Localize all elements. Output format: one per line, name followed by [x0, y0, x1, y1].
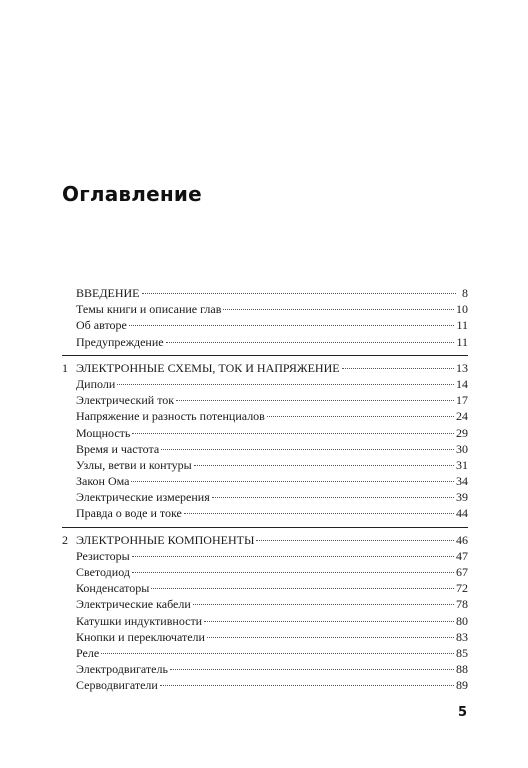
leader-dots — [342, 368, 454, 369]
leader-dots — [170, 669, 454, 670]
entry-title: Светодиод — [76, 565, 130, 579]
entry-page: 17 — [456, 393, 468, 408]
entry-page: 24 — [456, 409, 468, 424]
entry-page: 72 — [456, 581, 468, 596]
entry-page: 8 — [462, 286, 468, 300]
toc-entry[interactable] — [62, 441, 468, 457]
entry-title: Электрический ток — [76, 393, 175, 408]
entry-title: Электрические измерения — [76, 490, 210, 505]
entry-page: 88 — [456, 662, 468, 677]
leader-dots — [166, 342, 455, 343]
table-of-contents — [62, 285, 468, 694]
entry-page: 11 — [456, 334, 468, 349]
entry-title: Электрические кабели — [76, 597, 191, 612]
leader-dots — [161, 449, 454, 450]
chapter-heading[interactable] — [62, 532, 468, 548]
toc-entry[interactable] — [62, 392, 468, 408]
toc-section-chapter-2 — [62, 532, 468, 694]
entry-page: 44 — [456, 506, 468, 521]
leader-dots — [132, 433, 454, 434]
chapter-page: 13 — [456, 360, 468, 375]
leader-dots — [132, 572, 454, 573]
entry-page: 47 — [456, 548, 468, 563]
leader-dots — [160, 685, 454, 686]
toc-entry[interactable] — [62, 564, 468, 580]
toc-entry[interactable] — [62, 334, 468, 350]
leader-dots — [207, 637, 454, 638]
entry-title: Время и частота — [76, 441, 160, 456]
entry-page: 11 — [456, 318, 468, 333]
entry-page: 78 — [456, 597, 468, 612]
toc-entry[interactable] — [62, 661, 468, 677]
entry-title: ВВЕДЕНИЕ — [76, 286, 140, 300]
leader-dots — [142, 293, 456, 294]
leader-dots — [176, 400, 454, 401]
toc-entry[interactable] — [62, 580, 468, 596]
entry-page: 67 — [456, 565, 468, 579]
entry-title: Узлы, ветви и контуры — [76, 457, 192, 472]
page-title: Оглавление — [62, 182, 202, 206]
entry-title: Мощность — [76, 425, 131, 440]
toc-section-chapter-1 — [62, 360, 468, 522]
toc-entry[interactable] — [62, 408, 468, 424]
toc-entry[interactable] — [62, 629, 468, 645]
toc-entry[interactable] — [62, 457, 468, 473]
entry-page: 85 — [456, 645, 468, 660]
entry-title: Реле — [76, 645, 100, 660]
toc-entry[interactable] — [62, 473, 468, 489]
toc-entry[interactable] — [62, 489, 468, 505]
leader-dots — [101, 653, 454, 654]
leader-dots — [223, 309, 454, 310]
toc-entry[interactable] — [62, 613, 468, 629]
entry-page: 83 — [456, 629, 468, 644]
toc-entry[interactable] — [62, 376, 468, 392]
toc-entry[interactable] — [62, 677, 468, 693]
entry-title: Кнопки и переключатели — [76, 629, 205, 644]
entry-title: Предупреждение — [76, 334, 164, 349]
entry-title: Темы книги и описание глав — [76, 302, 222, 317]
toc-entry[interactable] — [62, 645, 468, 661]
chapter-title: ЭЛЕКТРОННЫЕ СХЕМЫ, ТОК И НАПРЯЖЕНИЕ — [76, 360, 340, 375]
leader-dots — [129, 325, 455, 326]
leader-dots — [212, 497, 454, 498]
leader-dots — [132, 556, 454, 557]
leader-dots — [151, 588, 454, 589]
entry-page: 30 — [456, 441, 468, 456]
entry-title: Серводвигатели — [76, 678, 158, 693]
toc-section-intro — [62, 285, 468, 350]
toc-entry[interactable] — [62, 425, 468, 441]
entry-page: 31 — [456, 457, 468, 472]
leader-dots — [131, 481, 454, 482]
chapter-number: 2 — [62, 532, 68, 547]
chapter-number: 1 — [62, 360, 68, 375]
toc-entry[interactable] — [62, 285, 468, 301]
entry-page: 80 — [456, 613, 468, 628]
entry-page: 39 — [456, 490, 468, 505]
toc-entry[interactable] — [62, 317, 468, 333]
entry-title: Катушки индуктивности — [76, 613, 203, 628]
toc-entry[interactable] — [62, 301, 468, 317]
entry-title: Закон Ома — [76, 474, 130, 489]
entry-title: Электродвигатель — [76, 662, 168, 677]
entry-title: Диполи — [76, 376, 116, 391]
toc-entry[interactable] — [62, 505, 468, 521]
entry-title: Конденсаторы — [76, 581, 150, 596]
entry-title: Об авторе — [76, 318, 127, 333]
chapter-heading[interactable] — [62, 360, 468, 376]
entry-title: Правда о воде и токе — [76, 506, 182, 521]
entry-title: Напряжение и разность потенциалов — [76, 409, 265, 424]
entry-page: 34 — [456, 474, 468, 489]
leader-dots — [267, 416, 454, 417]
entry-page: 10 — [456, 302, 468, 317]
leader-dots — [204, 621, 454, 622]
toc-entry[interactable] — [62, 548, 468, 564]
entry-title: Резисторы — [76, 548, 130, 563]
toc-entry[interactable] — [62, 596, 468, 612]
entry-page: 14 — [456, 376, 468, 391]
leader-dots — [193, 604, 454, 605]
leader-dots — [117, 384, 454, 385]
leader-dots — [256, 540, 454, 541]
entry-page: 29 — [456, 425, 468, 440]
section-divider — [62, 527, 468, 528]
chapter-title: ЭЛЕКТРОННЫЕ КОМПОНЕНТЫ — [76, 532, 255, 547]
entry-page: 89 — [456, 678, 468, 693]
chapter-page: 46 — [456, 532, 468, 547]
leader-dots — [194, 465, 454, 466]
page-number: 5 — [458, 705, 468, 720]
section-divider — [62, 355, 468, 356]
leader-dots — [184, 513, 454, 514]
